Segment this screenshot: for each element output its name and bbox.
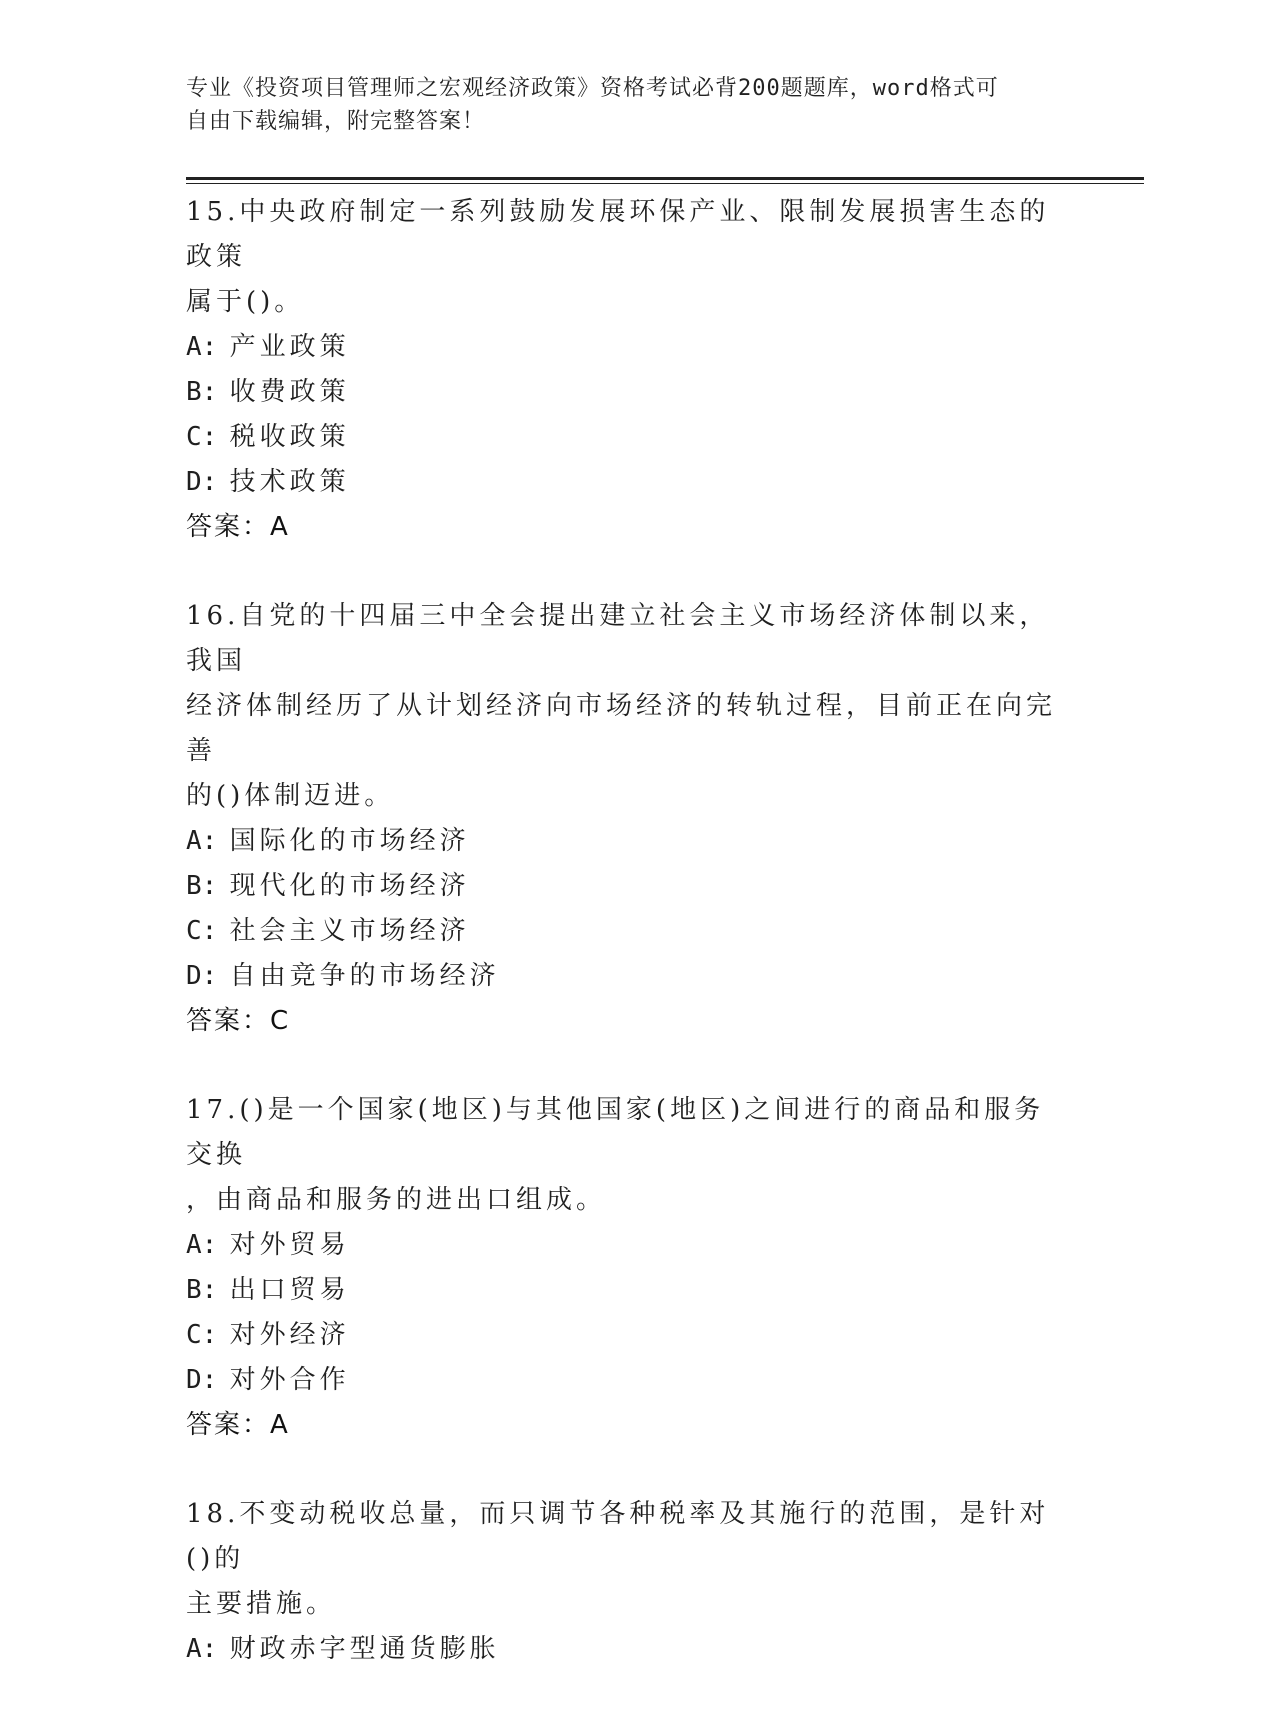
- option-letter: B:: [186, 871, 218, 901]
- option-letter: C:: [186, 1320, 218, 1350]
- option-a: [186, 819, 1066, 864]
- stem-line: 16.自党的十四届三中全会提出建立社会主义市场经济体制以来，我国: [186, 601, 1050, 676]
- option-b: [186, 864, 1066, 909]
- option-text: 对外合作: [229, 1365, 350, 1395]
- answer-line: 答案：C: [186, 1006, 291, 1036]
- stem-line: 经济体制经历了从计划经济向市场经济的转轨过程，目前正在向完善: [186, 691, 1057, 766]
- stem-line: 15.中央政府制定一系列鼓励发展环保产业、限制发展损害生态的政策: [186, 197, 1050, 272]
- option-a: [186, 1223, 1066, 1268]
- option-letter: C:: [186, 916, 218, 946]
- option-text: 财政赤字型通货膨胀: [229, 1634, 500, 1664]
- option-letter: D:: [186, 467, 218, 497]
- question-stem: [186, 1088, 1066, 1223]
- option-letter: A:: [186, 826, 218, 856]
- option-a: [186, 325, 1066, 370]
- option-text: 现代化的市场经济: [229, 871, 470, 901]
- header-line: 自由下载编辑，附完整答案！: [186, 109, 486, 134]
- header-divider-thick: [186, 177, 1144, 180]
- question-stem: [186, 594, 1066, 819]
- option-letter: D:: [186, 1365, 218, 1395]
- option-text: 出口贸易: [229, 1275, 350, 1305]
- option-b: [186, 370, 1066, 415]
- option-text: 收费政策: [229, 377, 350, 407]
- option-c: [186, 909, 1066, 954]
- stem-line: 的()体制迈进。: [186, 781, 395, 811]
- option-text: 国际化的市场经济: [229, 826, 470, 856]
- option-text: 税收政策: [229, 422, 350, 452]
- header-line: 专业《投资项目管理师之宏观经济政策》资格考试必背200题题库，word格式可: [186, 76, 999, 101]
- option-letter: D:: [186, 961, 218, 991]
- question-stem: [186, 190, 1066, 325]
- option-letter: B:: [186, 1275, 218, 1305]
- option-text: 技术政策: [229, 467, 350, 497]
- option-d: [186, 460, 1066, 505]
- question-list: [186, 190, 1066, 1716]
- option-letter: A:: [186, 1230, 218, 1260]
- document-header: [186, 72, 1066, 138]
- option-letter: A:: [186, 1634, 218, 1664]
- option-text: 自由竞争的市场经济: [229, 961, 500, 991]
- answer-line: 答案：A: [186, 1410, 290, 1440]
- stem-line: ，由商品和服务的进出口组成。: [186, 1185, 607, 1215]
- answer-line: 答案：A: [186, 512, 290, 542]
- option-text: 对外经济: [229, 1320, 350, 1350]
- header-divider-thin: [186, 183, 1144, 184]
- option-b: [186, 1268, 1066, 1313]
- option-letter: C:: [186, 422, 218, 452]
- option-c: [186, 1313, 1066, 1358]
- stem-line: 主要措施。: [186, 1589, 337, 1619]
- question-16: [186, 594, 1066, 1044]
- stem-line: 17.()是一个国家(地区)与其他国家(地区)之间进行的商品和服务交换: [186, 1095, 1045, 1170]
- stem-line: 属于()。: [186, 287, 305, 317]
- question-15: [186, 190, 1066, 550]
- option-d: [186, 954, 1066, 999]
- question-17: [186, 1088, 1066, 1448]
- stem-line: 18.不变动税收总量，而只调节各种税率及其施行的范围，是针对()的: [186, 1499, 1050, 1574]
- question-18: [186, 1492, 1066, 1672]
- option-text: 产业政策: [229, 332, 350, 362]
- option-text: 对外贸易: [229, 1230, 350, 1260]
- option-text: 社会主义市场经济: [229, 916, 470, 946]
- option-letter: B:: [186, 377, 218, 407]
- question-stem: [186, 1492, 1066, 1627]
- option-c: [186, 415, 1066, 460]
- option-d: [186, 1358, 1066, 1403]
- option-letter: A:: [186, 332, 218, 362]
